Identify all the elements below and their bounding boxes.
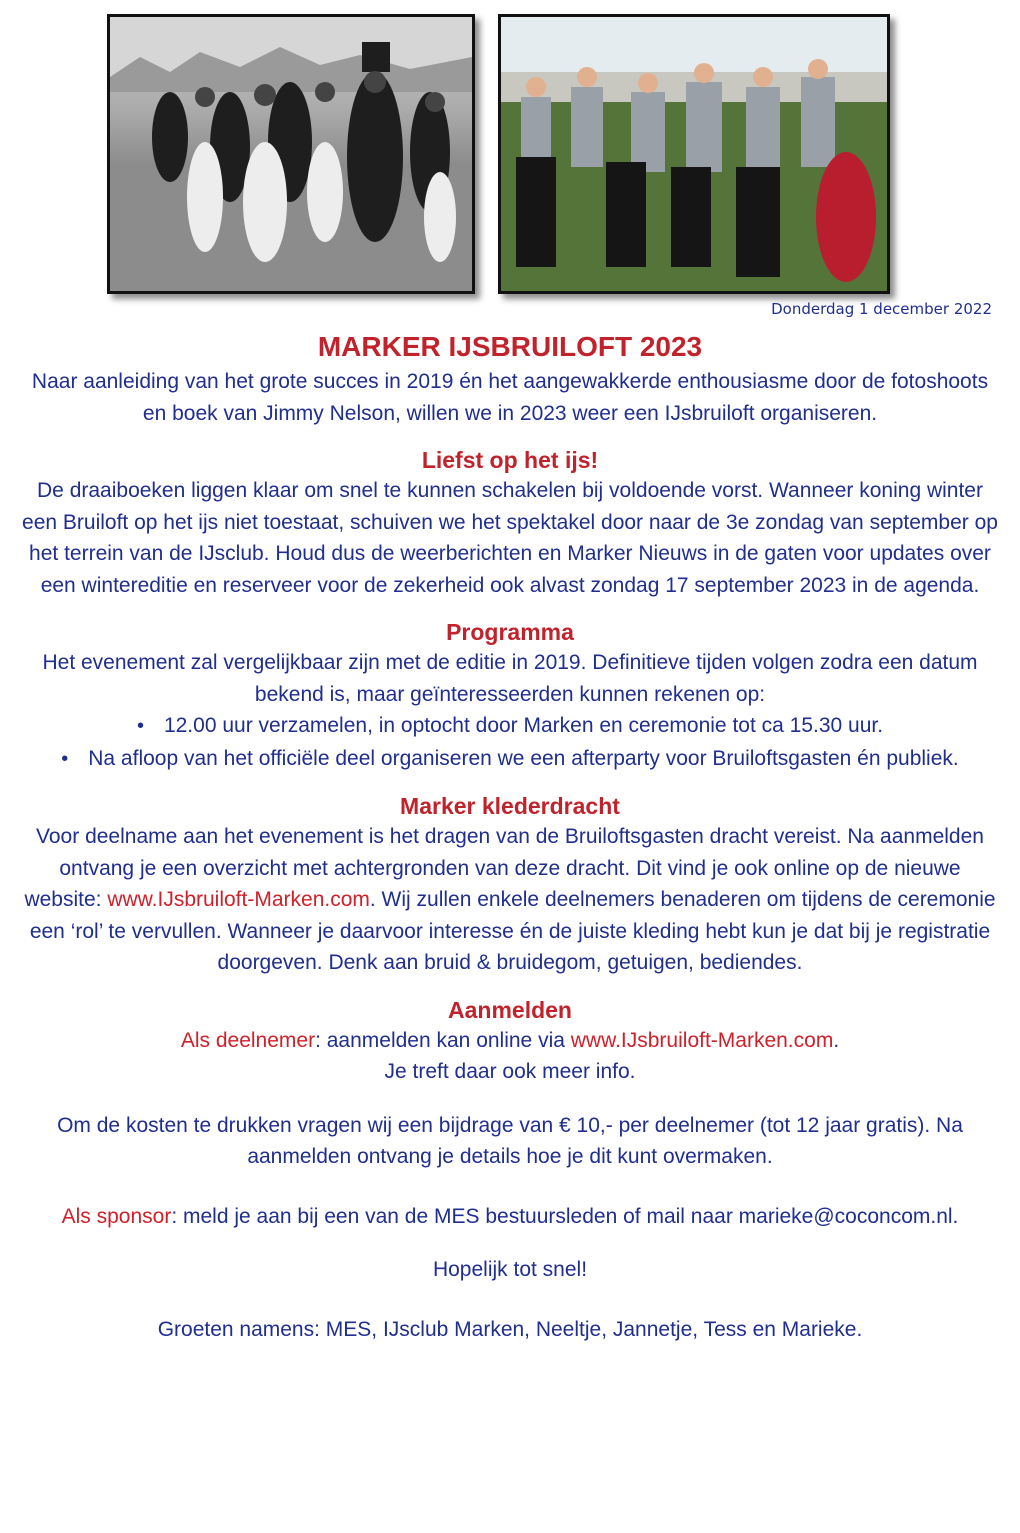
document-date: Donderdag 1 december 2022: [771, 300, 992, 318]
page-title: MARKER IJSBRUILOFT 2023: [317, 331, 703, 362]
intro-paragraph: Naar aanleiding van het grote succes in 2019 én het aangewakkerde enthousiasme door de fotoshoots en boek van Jimmy Nelson, willen we in 2023 weer een IJsbruiloft organiseren.: [31, 370, 989, 425]
list-item: • 12.00 uur verzamelen, in optocht door Marken en ceremonie tot ca 15.30 uur.: [136, 714, 884, 737]
bullet-icon: •: [136, 715, 144, 737]
list-item: • Na afloop van het officiële deel organiseren we een afterparty voor Bruiloftsgasten én publiek.: [61, 746, 959, 770]
dracht-heading: Marker klederdracht: [400, 793, 620, 819]
bullet-icon: •: [61, 747, 69, 770]
signature-line: Groeten namens: MES, IJsclub Marken, Neeltje, Jannetje, Tess en Marieke.: [157, 1317, 863, 1341]
sponsor-paragraph: Als sponsor: meld je aan bij een van de MES bestuursleden of mail naar marieke@coconcom.nl.: [61, 1204, 959, 1228]
programma-list: [20, 710, 1000, 775]
dracht-paragraph: Voor deelname aan het evenement is het dragen van de Bruiloftsgasten dracht vereist. Na aanmelden ontvang je een overzicht met achtergronden van deze dracht. Dit vind je ook online op de nieuwe website: www.IJsbruiloft-Marken.com. Wij zullen enkele deelnemers benaderen om tijdens de ceremonie een ‘rol’ te vervullen. Wanneer je daarvoor interesse én de juiste kleding hebt kun je dat bij je registratie doorgeven. Denk aan bruid & bruidegom, getuigen, bediendes.: [24, 825, 996, 974]
kosten-paragraph: Om de kosten te drukken vragen wij een bijdrage van € 10,- per deelnemer (tot 12 jaar gratis). Na aanmelden ontvang je details hoe je dit kunt overmaken.: [57, 1113, 963, 1168]
black-white-dance-photo: [107, 14, 475, 294]
deelnemer-label: Als deelnemer: [180, 1028, 316, 1052]
programma-paragraph: Het evenement zal vergelijkbaar zijn met de editie in 2019. Definitieve tijden volgen zodra een datum bekend is, maar geïnteresseerden kunnen rekenen op:: [42, 651, 978, 706]
ice-paragraph: De draaiboeken liggen klaar om snel te kunnen schakelen bij voldoende vorst. Wanneer koning winter een Bruiloft op het ijs niet toestaat, schuiven we het spektakel door naar de 3e zondag van september op het terrein van de IJsclub. Houd dus de weerberichten en Marker Nieuws in de gaten voor updates over een wintereditie en reserveer voor de zekerheid ook alvast zondag 17 september 2023 in de agenda.: [22, 479, 998, 597]
sponsor-label: Als sponsor: [61, 1204, 172, 1228]
aanmelden-heading: Aanmelden: [448, 996, 572, 1023]
programma-heading: Programma: [446, 619, 574, 645]
document-body: [20, 328, 1000, 1345]
deelnemer-paragraph: Als deelnemer: aanmelden kan online via www.IJsbruiloft-Marken.com. Je treft daar ook meer info.: [180, 1028, 840, 1083]
closing-line: Hopelijk tot snel!: [432, 1258, 588, 1281]
ice-heading: Liefst op het ijs!: [421, 447, 599, 473]
color-dance-photo: [498, 14, 890, 294]
website-link[interactable]: www.IJsbruiloft-Marken.com: [107, 888, 370, 911]
registration-link[interactable]: www.IJsbruiloft-Marken.com: [570, 1028, 834, 1052]
